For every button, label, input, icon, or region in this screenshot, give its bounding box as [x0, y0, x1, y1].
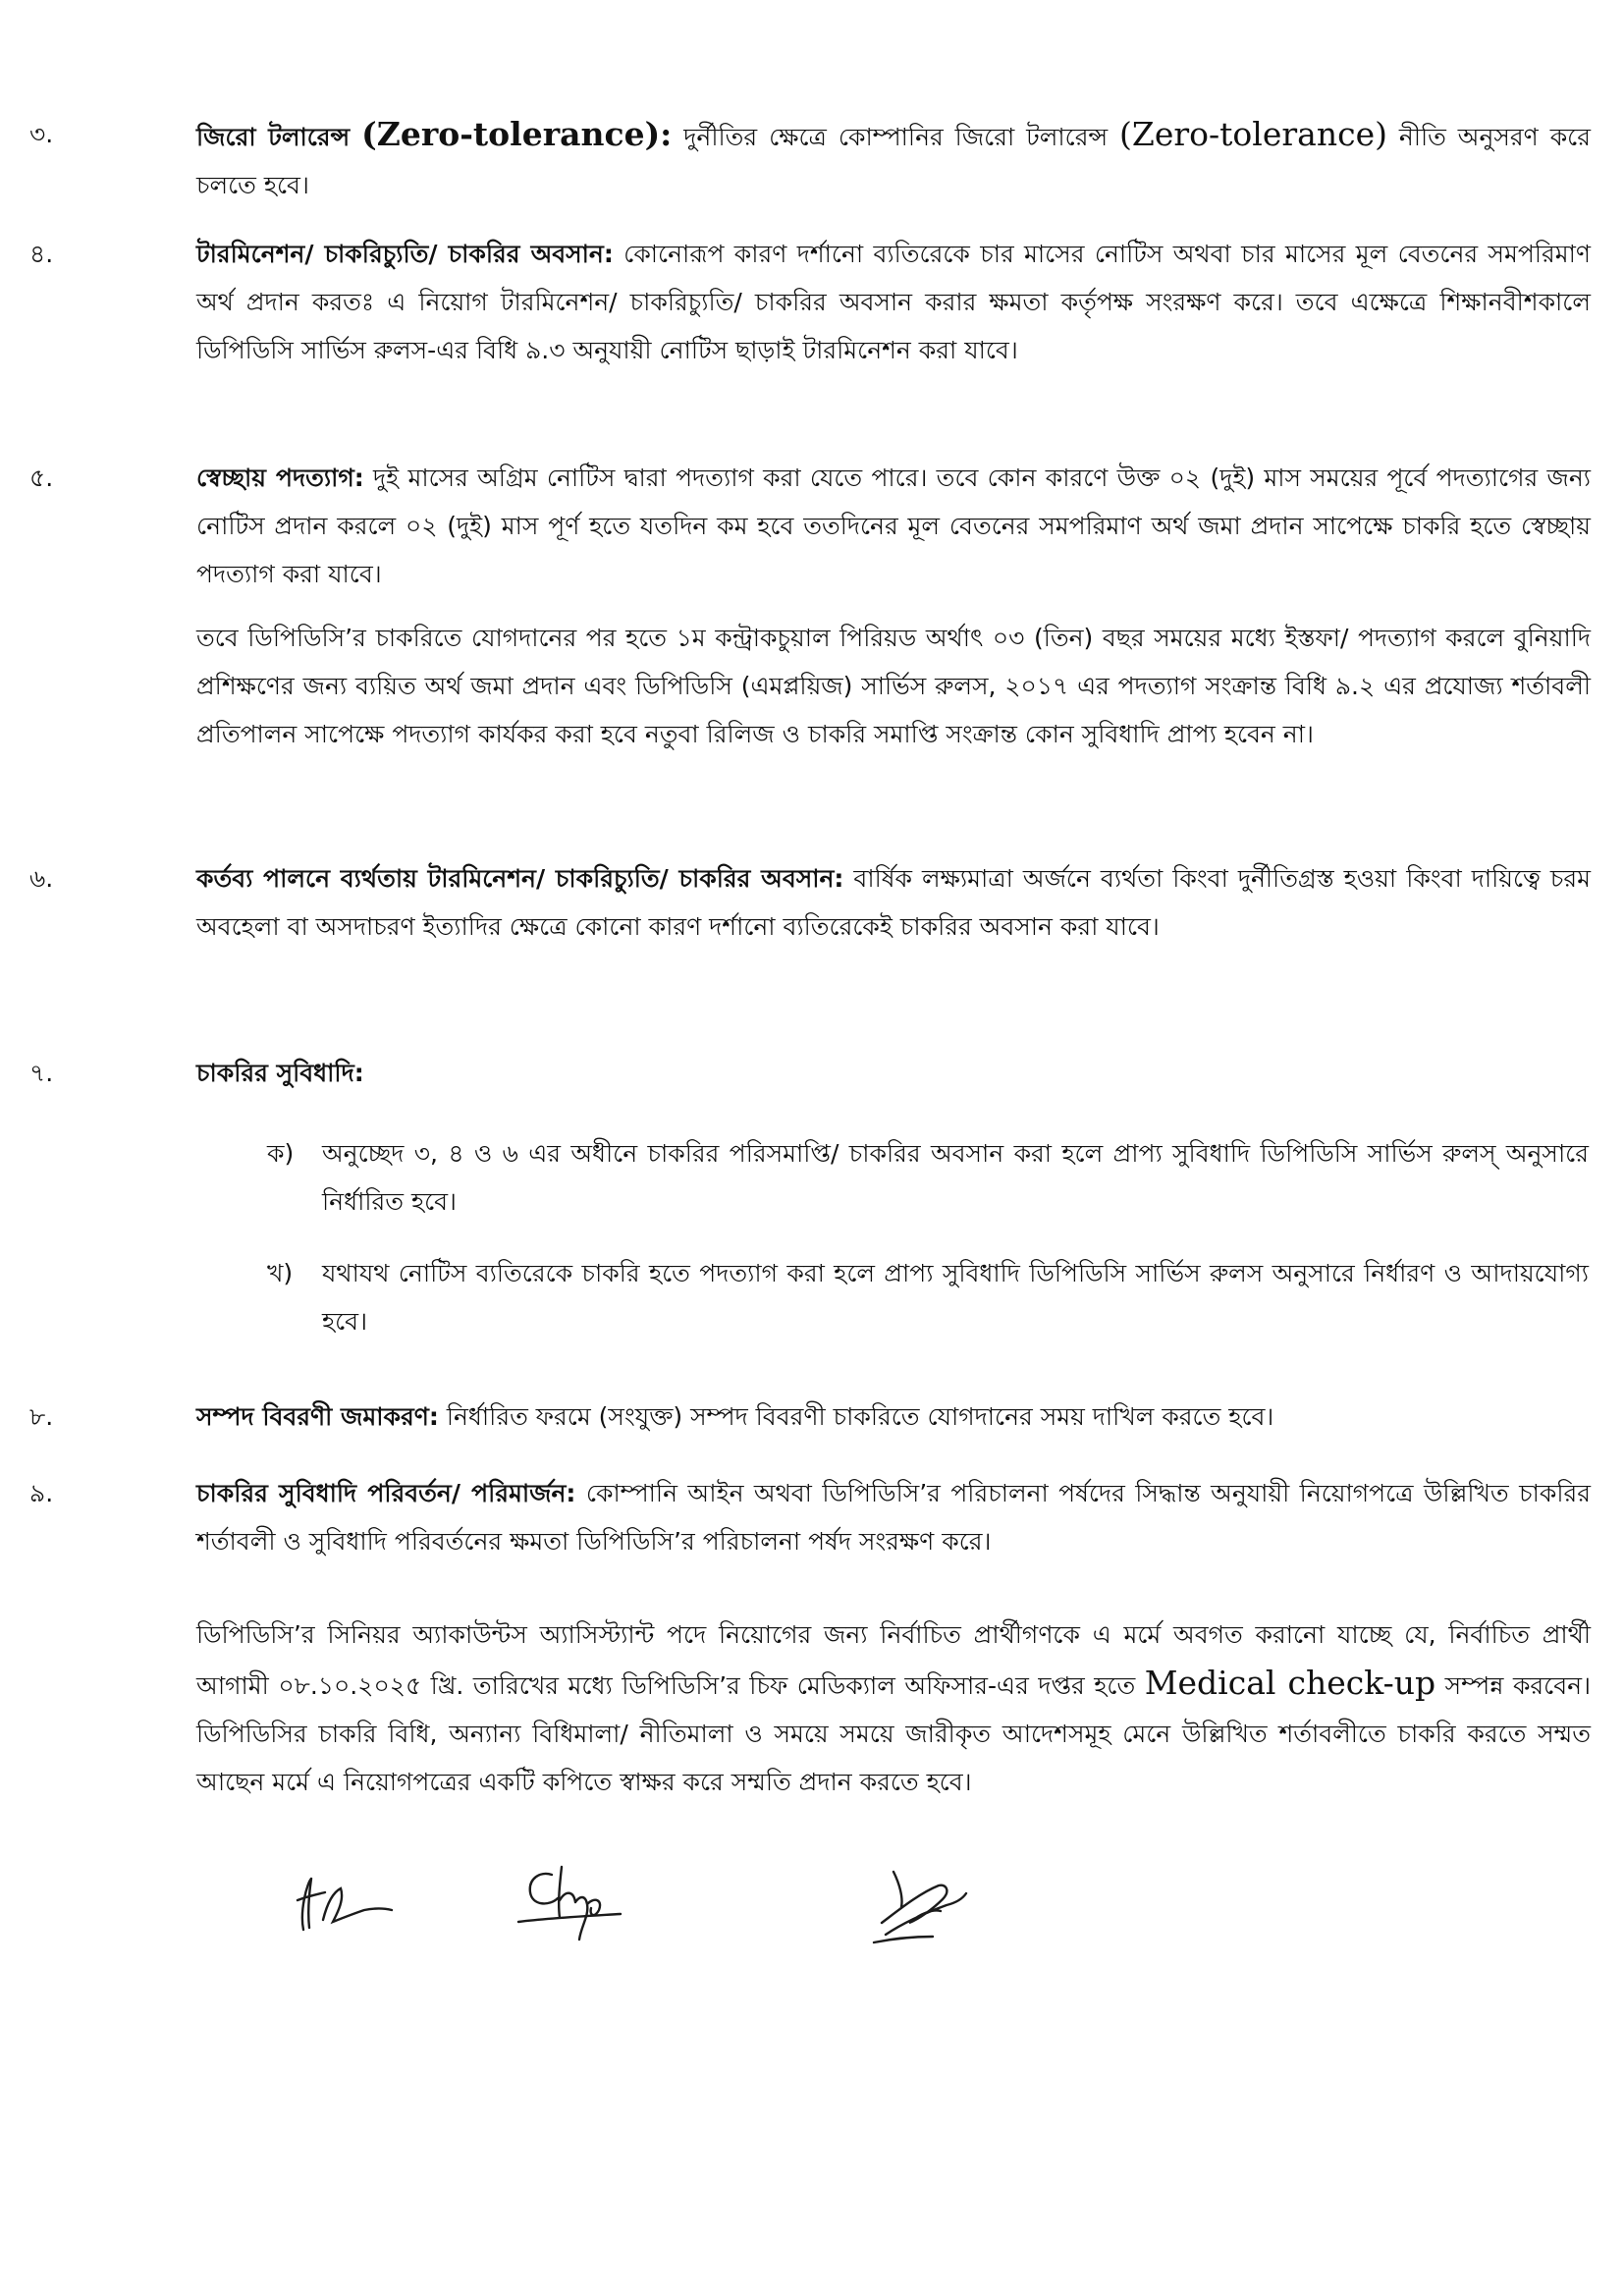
clause-text [196, 1049, 1591, 1097]
signature-2 [511, 1861, 628, 1944]
clause-body: দুর্নীতির ক্ষেত্রে কোম্পানির জিরো টলারেন্স [672, 123, 1120, 151]
signature-3 [864, 1864, 972, 1952]
closing-text-a: ডিপিডিসি’র সিনিয়র অ্যাকাউন্টস অ্যাসিস্ট্যান্ট পদে নিয়োগের জন্য নির্বাচিত প্রার্থীগণকে এ মর্মে অবগত করানো যাচ্ছে যে, নির্বাচিত প্রার্থী আগামী ০৮.১০.২০২৫ খ্রি. তারিখের মধ্যে ডিপিডিসি’র চিফ মেডিক্যাল অফিসার-এর দপ্তর হতে [196, 1620, 1591, 1700]
clause-9 [29, 1469, 1591, 1565]
clause-7-sub-a [267, 1129, 1589, 1226]
clause-title-latin: (Zero-tolerance): [361, 115, 673, 153]
clause-body-end: নীতি অনুসরণ করে চলতে হবে। [196, 123, 1591, 199]
clause-number: ৫. [29, 464, 54, 492]
closing-text-b: সম্পন্ন করবেন। ডিপিডিসির চাকরি বিধি, অন্যান্য বিধিমালা/ নীতিমালা ও সময়ে সময়ে জারীকৃত আদেশসমূহ মেনে উল্লিখিত শর্তাবলীতে চাকরি করতে সম্মত আছেন মর্মে এ নিয়োগপত্রের একটি কপিতে স্বাক্ষর করে সম্মতি প্রদান করতে হবে। [196, 1671, 1592, 1796]
clause-3 [29, 110, 1591, 209]
clause-body: নির্ধারিত ফরমে (সংযুক্ত) সম্পদ বিবরণী চাকরিতে যোগদানের সময় দাখিল করতে হবে। [438, 1402, 1274, 1431]
clause-7-sub-b [267, 1249, 1589, 1345]
clause-text [196, 1469, 1591, 1565]
clause-6 [29, 854, 1591, 951]
sub-text: অনুচ্ছেদ ৩, ৪ ও ৬ এর অধীনে চাকরির পরিসমাপ্তি/ চাকরির অবসান করা হলে প্রাপ্য সুবিধাদি ডিপিডিসি সার্ভিস রুলস্ অনুসারে নির্ধারিত হবে। [322, 1139, 1589, 1216]
clause-title: চাকরির সুবিধাদি পরিবর্তন/ পরিমার্জন: [196, 1479, 576, 1507]
clause-body: দুই মাসের অগ্রিম নোটিস দ্বারা পদত্যাগ করা যেতে পারে। তবে কোন কারণে উক্ত ০২ (দুই) মাস সময়ের পূর্বে পদত্যাগের জন্য নোটিস প্রদান করলে ০২ (দুই) মাস পূর্ণ হতে যতদিন কম হবে ততদিনের মূল বেতনের সমপরিমাণ অর্থ জমা প্রদান সাপেক্ষে চাকরি হতে স্বেচ্ছায় পদত্যাগ করা যাবে। [196, 464, 1592, 588]
sub-text: যথাযথ নোটিস ব্যতিরেকে চাকরি হতে পদত্যাগ করা হলে প্রাপ্য সুবিধাদি ডিপিডিসি সার্ভিস রুলস অনুসারে নির্ধারণ ও আদায়যোগ্য হবে। [322, 1259, 1589, 1336]
clause-number: ৬. [29, 864, 54, 893]
clause-text [196, 1393, 1591, 1441]
clause-7 [29, 1049, 1591, 1097]
signature-3-icon [864, 1864, 972, 1952]
clause-5 [29, 454, 1592, 758]
clause-title: সম্পদ বিবরণী জমাকরণ: [196, 1402, 439, 1431]
signature-1-icon [290, 1871, 398, 1940]
clause-8 [29, 1393, 1591, 1441]
closing-text [196, 1611, 1591, 1806]
clause-title: চাকরির সুবিধাদি: [196, 1059, 364, 1087]
clause-body-latin: (Zero-tolerance) [1119, 115, 1387, 153]
closing-text-latin: Medical check-up [1144, 1664, 1436, 1702]
clause-text [196, 110, 1591, 209]
signature-1 [290, 1871, 398, 1940]
clause-title: টারমিনেশন/ চাকরিচ্যুতি/ চাকরির অবসান: [196, 240, 614, 268]
clause-text-continued: তবে ডিপিডিসি’র চাকরিতে যোগদানের পর হতে ১ম কন্ট্রাকচুয়াল পিরিয়ড অর্থাৎ ০৩ (তিন) বছর সময়ের মধ্যে ইস্তফা/ পদত্যাগ করলে বুনিয়াদি প্রশিক্ষণের জন্য ব্যয়িত অর্থ জমা প্রদান এবং ডিপিডিসি (এমপ্লয়িজ) সার্ভিস রুলস, ২০১৭ এর পদত্যাগ সংক্রান্ত বিধি ৯.২ এর প্রযোজ্য শর্তাবলী প্রতিপালন সাপেক্ষে পদত্যাগ কার্যকর করা হবে নতুবা রিলিজ ও চাকরি সমাপ্তি সংক্রান্ত কোন সুবিধাদি প্রাপ্য হবেন না। [196, 624, 1591, 748]
signature-2-icon [511, 1861, 628, 1944]
clause-4 [29, 230, 1591, 374]
clause-title: স্বেচ্ছায় পদত্যাগ: [196, 464, 364, 492]
clause-body: বার্ষিক লক্ষ্যমাত্রা অর্জনে ব্যর্থতা কিংবা দুর্নীতিগ্রস্ত হওয়া কিংবা দায়িত্বে চরম অবহেলা বা অসদাচরণ ইত্যাদির ক্ষেত্রে কোনো কারণ দর্শানো ব্যতিরেকেই চাকরির অবসান করা যাবে। [196, 864, 1591, 941]
clause-title: কর্তব্য পালনে ব্যর্থতায় টারমিনেশন/ চাকরিচ্যুতি/ চাকরির অবসান: [196, 864, 844, 893]
clause-number: ৮. [29, 1402, 54, 1431]
sub-label: ক) [267, 1139, 295, 1168]
closing-paragraph [196, 1611, 1591, 1806]
clause-number: ৪. [29, 240, 54, 268]
clause-number: ৯. [29, 1479, 54, 1507]
clause-number: ৭. [29, 1059, 54, 1087]
clause-text [196, 230, 1591, 374]
clause-title: জিরো টলারেন্স [196, 123, 351, 151]
clause-body: কোম্পানি আইন অথবা ডিপিডিসি’র পরিচালনা পর্ষদের সিদ্ধান্ত অনুযায়ী নিয়োগপত্রে উল্লিখিত চাকরির শর্তাবলী ও সুবিধাদি পরিবর্তনের ক্ষমতা ডিপিডিসি’র পরিচালনা পর্ষদ সংরক্ষণ করে। [196, 1479, 1591, 1556]
sub-label: খ) [267, 1259, 294, 1287]
clause-text [196, 454, 1591, 598]
clause-text [196, 854, 1591, 951]
clause-body: কোনোরূপ কারণ দর্শানো ব্যতিরেকে চার মাসের নোটিস অথবা চার মাসের মূল বেতনের সমপরিমাণ অর্থ প্রদান করতঃ এ নিয়োগ টারমিনেশন/ চাকরিচ্যুতি/ চাকরির অবসান করার ক্ষমতা কর্তৃপক্ষ সংরক্ষণ করে। তবে এক্ষেত্রে শিক্ষানবীশকালে ডিপিডিসি সার্ভিস রুলস-এর বিধি ৯.৩ অনুযায়ী নোটিস ছাড়াই টারমিনেশন করা যাবে। [196, 240, 1591, 364]
clause-number: ৩. [29, 120, 54, 148]
